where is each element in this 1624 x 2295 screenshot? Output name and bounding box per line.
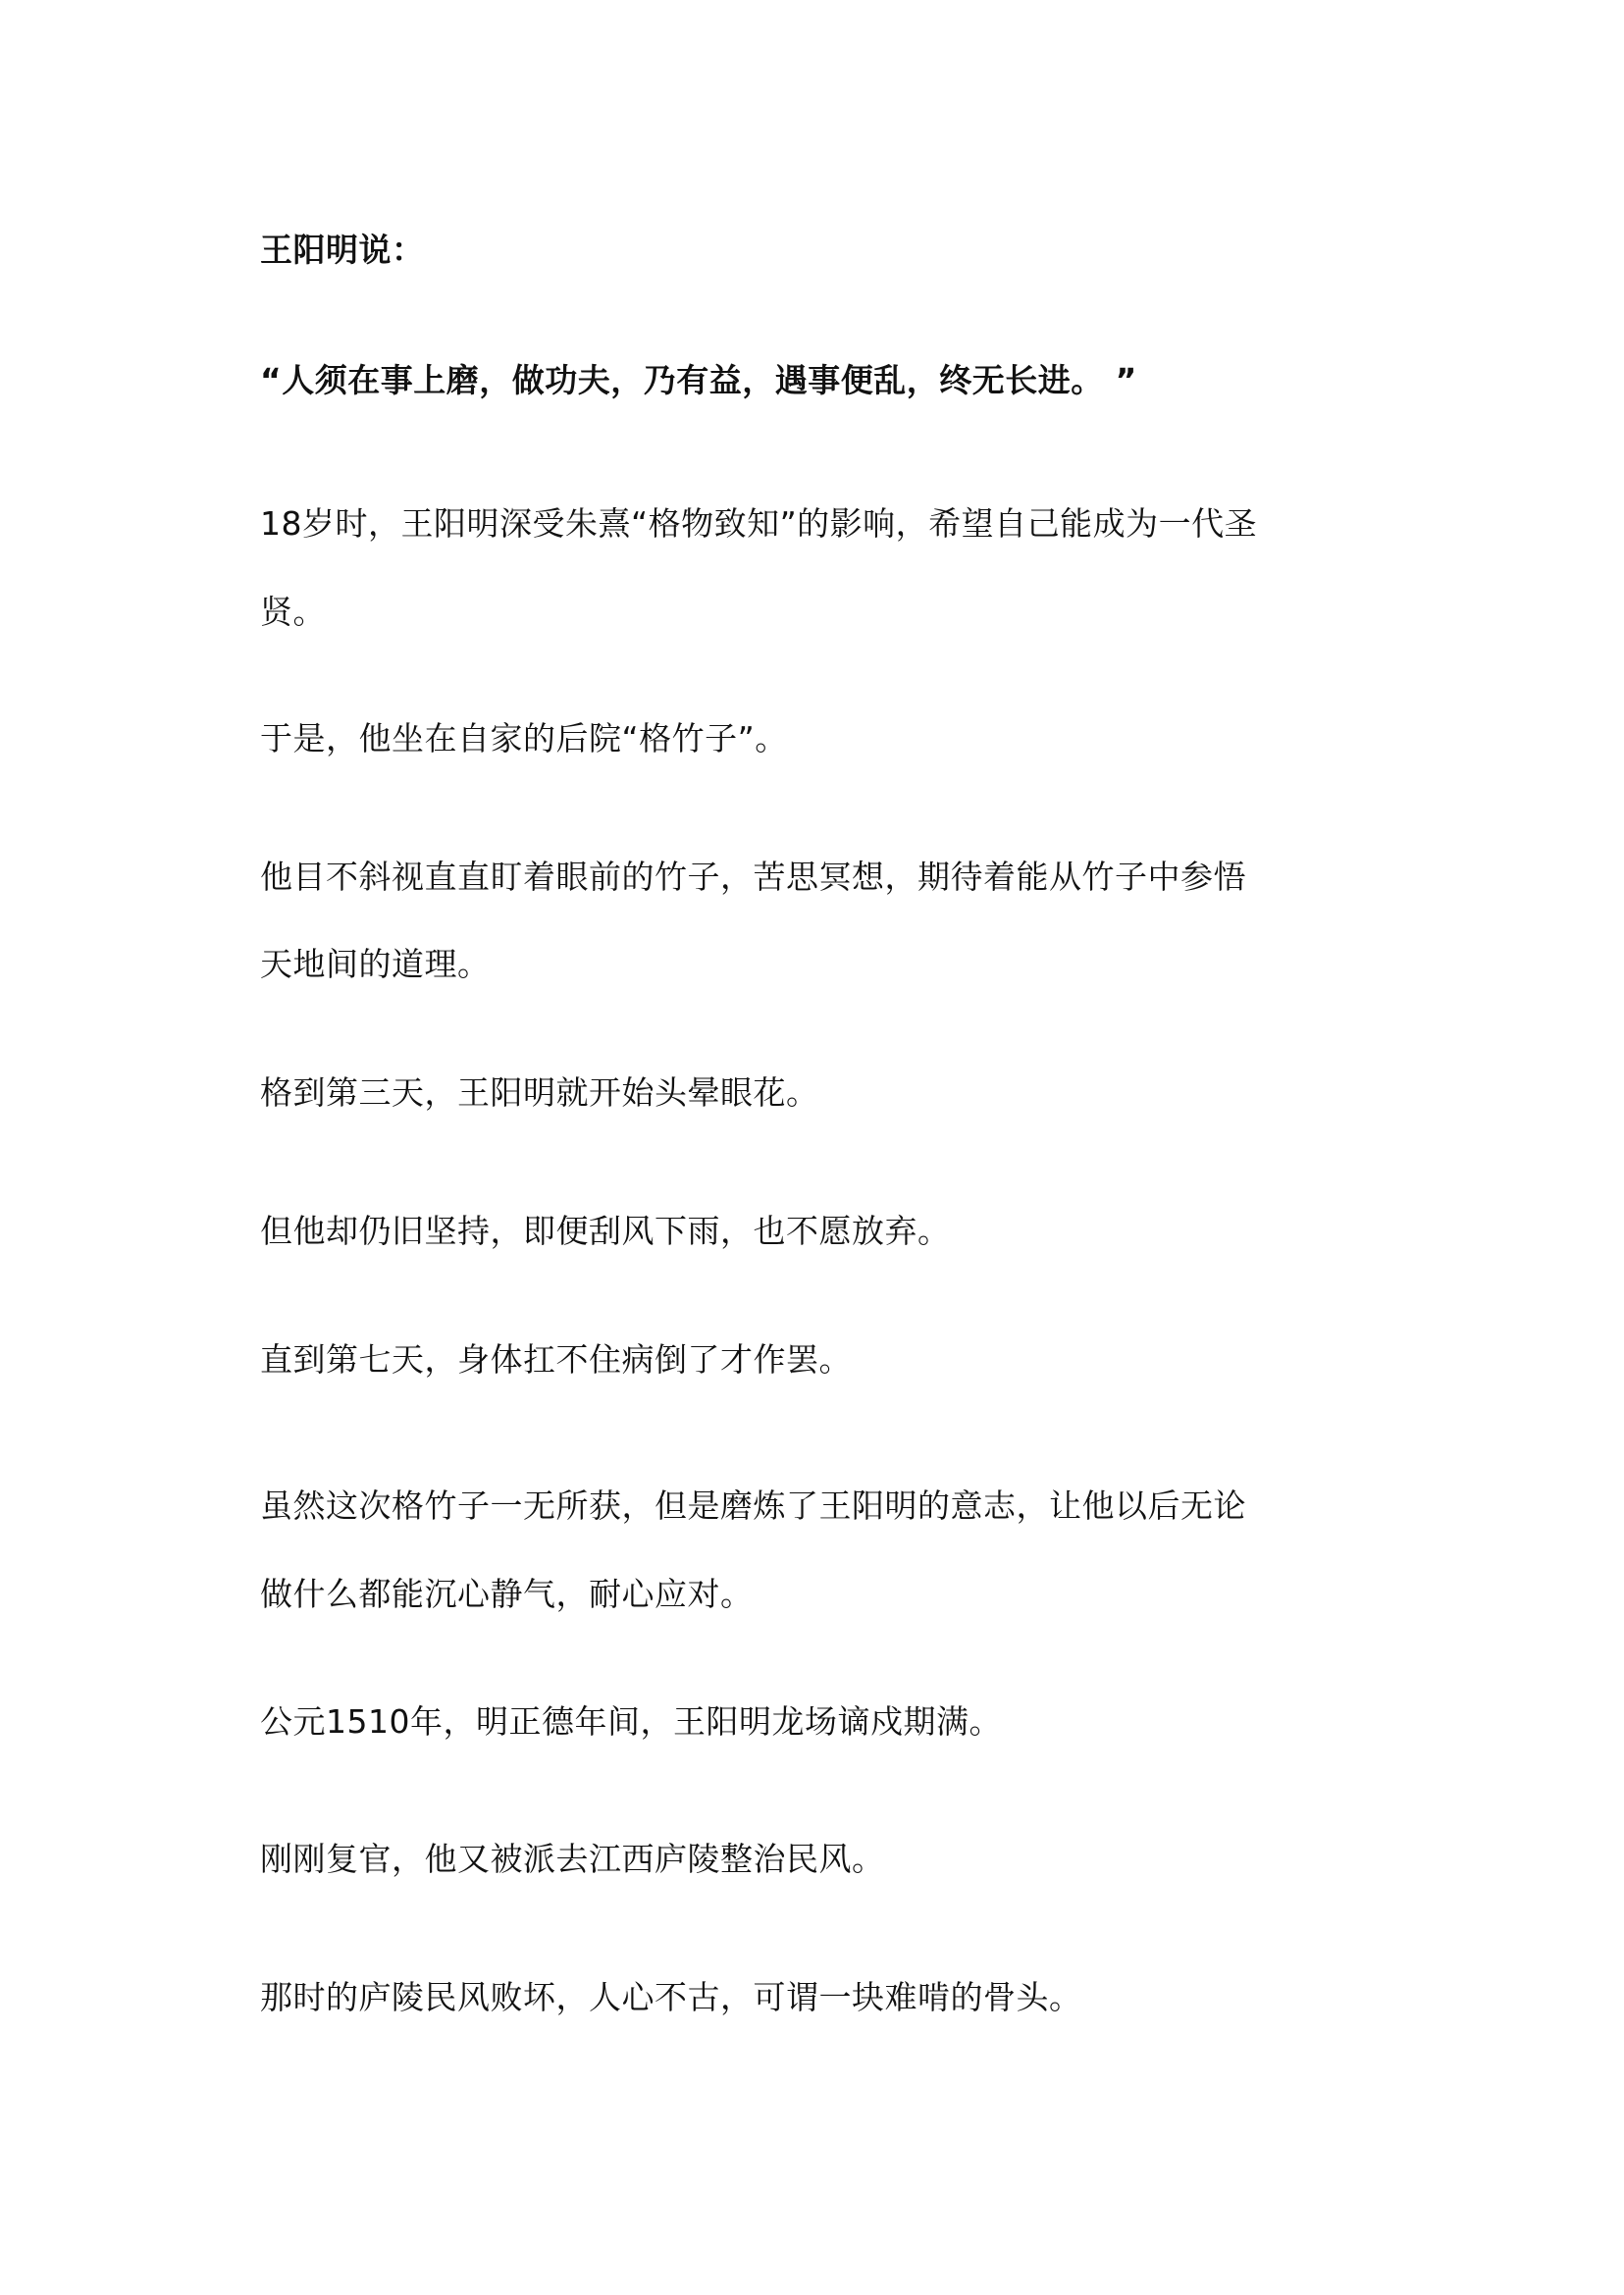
- paragraph-line: 贤。: [260, 593, 326, 631]
- paragraph-line: 天地间的道理。: [260, 945, 491, 983]
- paragraph-line: 那时的庐陵民风败坏，人心不古，可谓一块难啃的骨头。: [260, 1978, 1082, 2016]
- paragraph-line: 直到第七天，身体扛不住病倒了才作罢。: [260, 1340, 852, 1379]
- paragraph-line: 但他却仍旧坚持，即便刮风下雨，也不愿放弃。: [260, 1212, 951, 1250]
- paragraph-line: 刚刚复官，他又被派去江西庐陵整治民风。: [260, 1840, 885, 1878]
- paragraph-line: 虽然这次格竹子一无所获，但是磨炼了王阳明的意志，让他以后无论: [260, 1487, 1246, 1525]
- paragraph-line: 他目不斜视直直盯着眼前的竹子，苦思冥想，期待着能从竹子中参悟: [260, 858, 1246, 896]
- paragraph-line: 格到第三天，王阳明就开始头晕眼花。: [260, 1073, 819, 1112]
- paragraph-line: 公元1510年，明正德年间，王阳明龙场谪戍期满。: [260, 1702, 1002, 1741]
- paragraph-line: 18岁时，王阳明深受朱熹“格物致知”的影响，希望自己能成为一代圣: [260, 504, 1258, 543]
- paragraph-line: 于是，他坐在自家的后院“格竹子”。: [260, 719, 788, 757]
- quote: “人须在事上磨，做功夫，乃有益，遇事便乱，终无长进。 ”: [260, 361, 1137, 399]
- heading: 王阳明说：: [260, 231, 425, 269]
- paragraph-line: 做什么都能沉心静气，耐心应对。: [260, 1575, 754, 1613]
